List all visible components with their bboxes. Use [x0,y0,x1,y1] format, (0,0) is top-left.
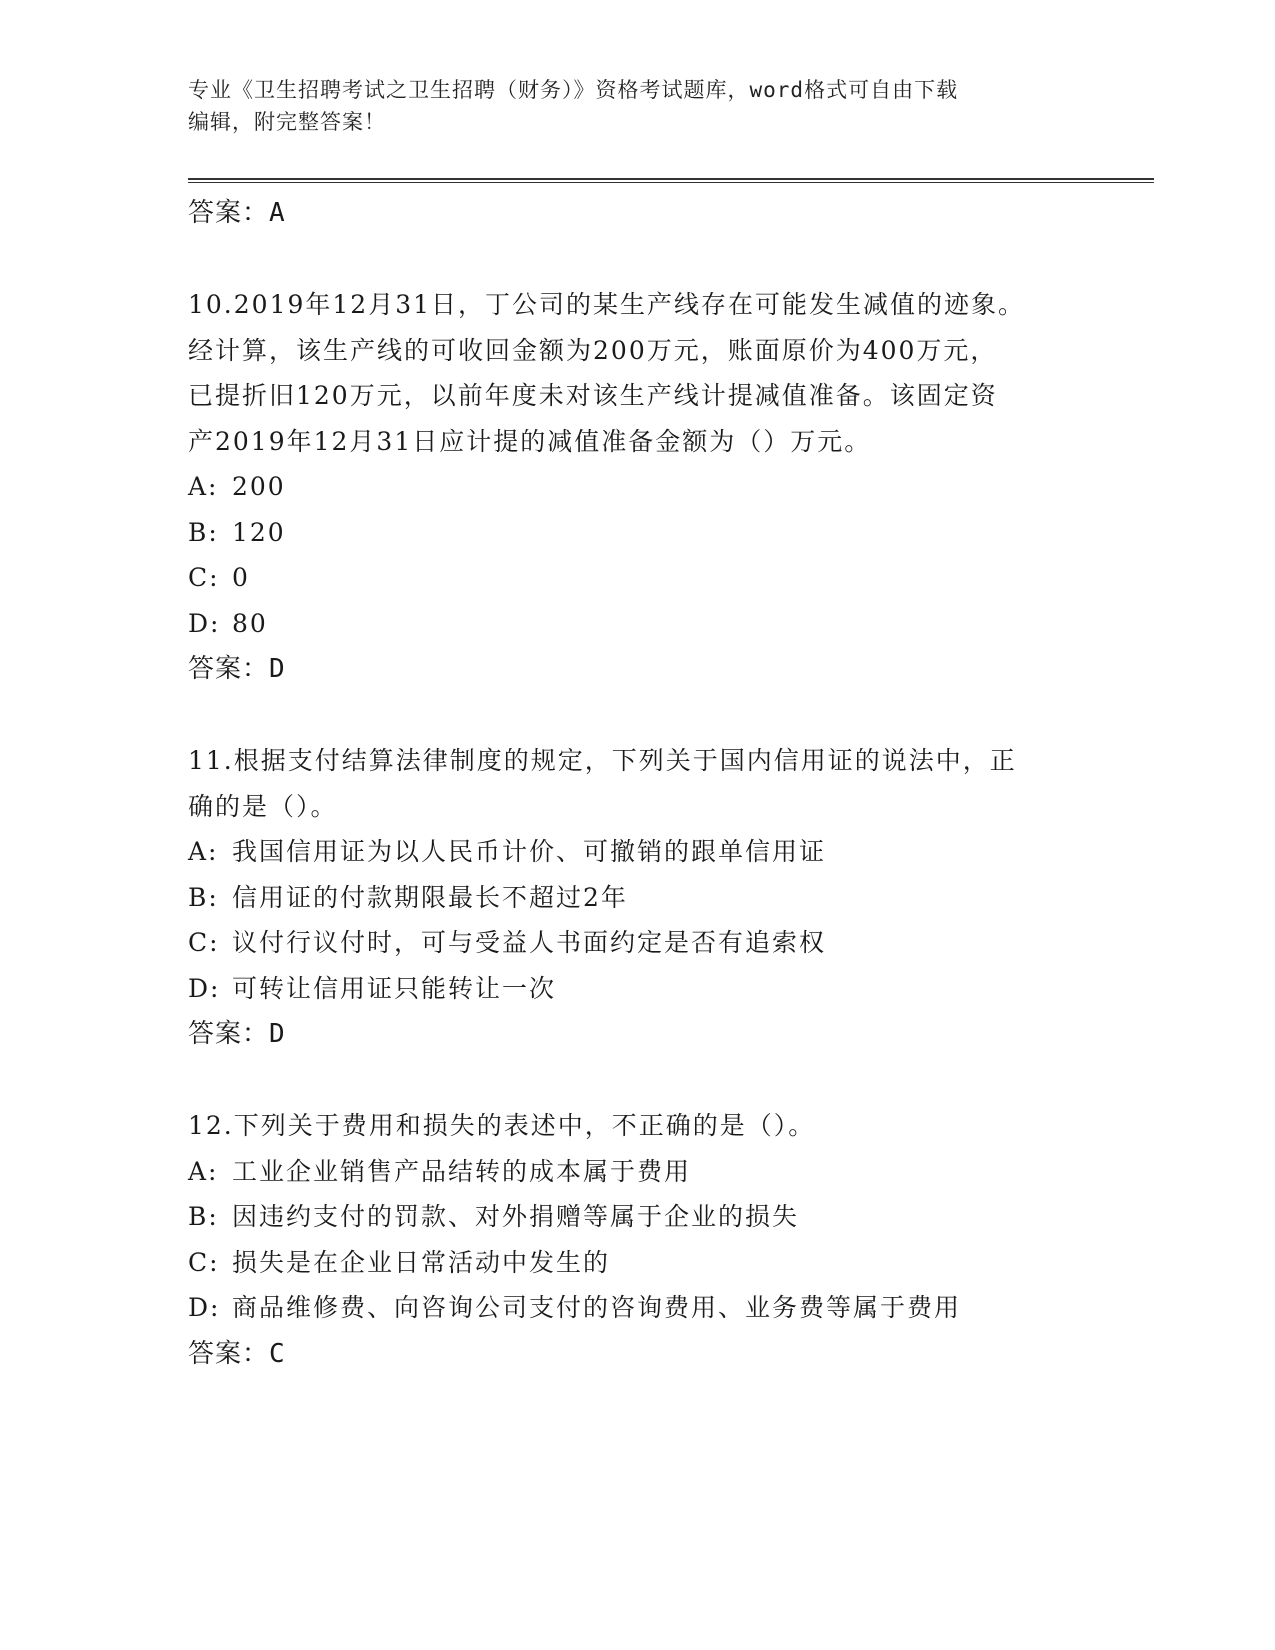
question-list [188,190,1088,1377]
option-item [188,966,1088,1012]
header-line-2: 编辑，附完整答案！ [188,110,386,134]
answer-line [188,1331,1088,1377]
option-text: 80 [232,608,268,638]
answer-label: 答案： [188,1019,270,1049]
option-text: 工业企业销售产品结转的成本属于费用 [232,1156,692,1186]
answer-line [188,190,1088,236]
option-key: C: [188,1247,220,1277]
block-spacer [188,1057,1088,1103]
question-text-line: 10.2019年12月31日，丁公司的某生产线存在可能发生减值的迹象。 [188,290,1026,319]
option-item [188,601,1088,647]
header-divider [188,178,1154,183]
question-text-line: 产2019年12月31日应计提的减值准备金额为（）万元。 [188,426,872,456]
answer-label: 答案： [188,654,270,684]
option-key: C: [188,563,220,592]
option-key: D: [188,973,221,1003]
answer-value: A [269,198,286,228]
option-item [188,1149,1088,1195]
option-key: A: [188,1156,219,1186]
question-text-line: 已提折旧120万元，以前年度未对该生产线计提减值准备。该固定资 [188,381,998,410]
option-item [188,1240,1088,1286]
answer-value: C [269,1338,286,1369]
question-item [188,1103,1088,1331]
option-key: B: [188,517,219,547]
option-text: 可转让信用证只能转让一次 [232,973,557,1003]
option-text: 因违约支付的罚款、对外捐赠等属于企业的损失 [232,1202,800,1231]
question-text-line: 经计算，该生产线的可收回金额为200万元，账面原价为400万元， [188,335,998,365]
option-key: B: [188,882,219,912]
option-key: C: [188,928,220,957]
answer-line [188,1011,1088,1057]
option-item [188,875,1088,921]
option-key: A: [188,837,219,866]
option-item [188,464,1088,510]
block-spacer [188,236,1088,282]
header-line-1: 专业《卫生招聘考试之卫生招聘（财务）》资格考试题库，word格式可自由下载 [188,78,959,102]
option-text: 200 [232,472,286,501]
option-item [188,1194,1088,1240]
option-text: 我国信用证为以人民币计价、可撤销的跟单信用证 [232,837,827,866]
option-text: 0 [232,563,250,592]
question-text-line: 12.下列关于费用和损失的表述中，不正确的是（）。 [188,1111,816,1140]
option-item [188,510,1088,556]
option-text: 议付行议付时，可与受益人书面约定是否有追索权 [232,928,827,957]
option-text: 120 [232,517,286,547]
question-item [188,738,1088,1011]
option-key: D: [188,1293,221,1322]
answer-label: 答案： [188,1338,270,1369]
option-text: 信用证的付款期限最长不超过2年 [232,882,628,912]
answer-value: D [269,1019,286,1049]
option-item [188,920,1088,966]
question-item [188,282,1088,646]
question-text-line: 11.根据支付结算法律制度的规定，下列关于国内信用证的说法中，正 [188,746,1017,775]
option-item [188,829,1088,875]
answer-value: D [269,654,286,684]
question-text-line: 确的是（）。 [188,791,338,821]
option-key: B: [188,1202,219,1231]
option-key: D: [188,608,221,638]
option-text: 商品维修费、向咨询公司支付的咨询费用、业务费等属于费用 [232,1293,962,1322]
option-item [188,555,1088,601]
option-text: 损失是在企业日常活动中发生的 [232,1247,611,1277]
option-item [188,1285,1088,1331]
answer-line [188,646,1088,692]
answer-label: 答案： [188,198,270,228]
document-header [188,74,1068,138]
option-key: A: [188,472,219,501]
block-spacer [188,692,1088,738]
